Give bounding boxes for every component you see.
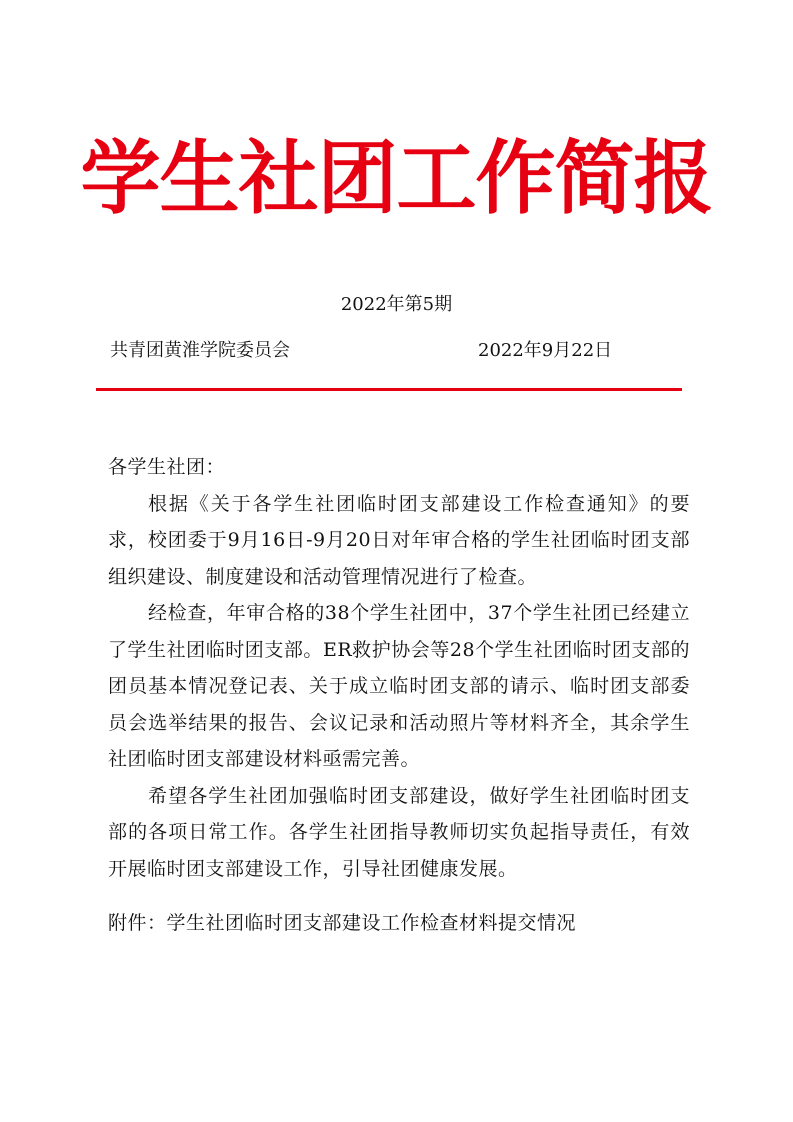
issue-date: 2022年9月22日 [478, 340, 613, 361]
body-text [108, 449, 690, 887]
masthead-title: 学生社团工作简报 [80, 131, 713, 225]
publisher-name: 共青团黄淮学院委员会 [110, 340, 290, 361]
paragraph-3: 希望各学生社团加强临时团支部建设，做好学生社团临时团支部的各项日常工作。各学生社团指导教师切实负起指导责任，有效开展临时团支部建设工作，引导社团健康发展。 [108, 784, 690, 880]
issue-number: 2022年第5期 [340, 294, 453, 315]
paragraph-2: 经检查，年审合格的38个学生社团中，37个学生社团已经建立了学生社团临时团支部。ER救护协会等28个学生社团临时团支部的团员基本情况登记表、关于成立临时团支部的请示、临时团支部委员会选举结果的报告、会议记录和活动照片等材料齐全，其余学生社团临时团支部建设材料亟需完善。 [108, 602, 690, 770]
red-divider-rule [96, 388, 682, 391]
attachment-note: 附件：学生社团临时团支部建设工作检查材料提交情况 [108, 912, 577, 934]
salutation: 各学生社团： [108, 456, 226, 478]
paragraph-1: 根据《关于各学生社团临时团支部建设工作检查通知》的要求，校团委于9月16日-9月20日对年审合格的学生社团临时团支部组织建设、制度建设和活动管理情况进行了检查。 [108, 492, 690, 588]
